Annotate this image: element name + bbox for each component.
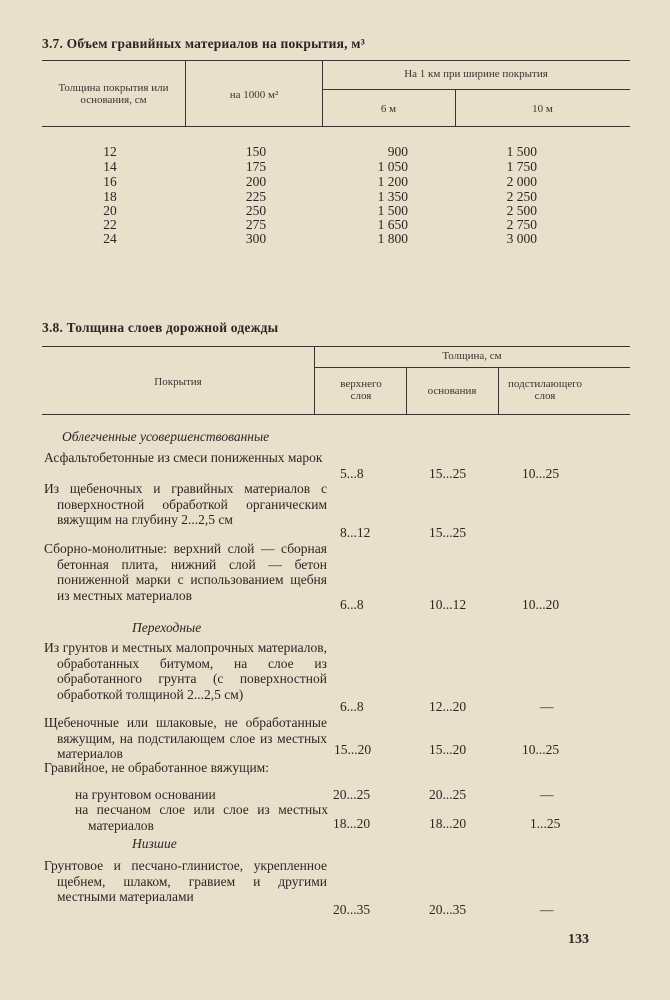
table-37-divider xyxy=(185,60,186,126)
table-38-header-thickness: Толщина, см xyxy=(442,350,502,362)
table-38-category: Переходные xyxy=(132,620,202,635)
table-38-row-text: на грунтовом основании xyxy=(75,787,216,802)
table-38-cell-base: 15...20 xyxy=(429,742,467,757)
table-37-header-6m: 6 м xyxy=(380,103,397,115)
table-38-cell-top: 6...8 xyxy=(340,597,364,612)
table-38-row-text: Из щебеночных и гравийных материалов с поверхностной обработкой органическим вяжущим на глубину 2...2,5 см xyxy=(44,481,327,527)
table-38-cell-base: 12...20 xyxy=(429,699,467,714)
table-37-cell-thickness: 24 xyxy=(103,231,117,246)
table-37-header-10m: 10 м xyxy=(532,103,553,115)
table-38-cell-sub: 10...25 xyxy=(522,466,560,481)
table-38-title: 3.8. Толщина слоев дорожной одежды xyxy=(42,320,279,335)
table-38-cell-sub: 10...25 xyxy=(522,742,560,757)
table-38-row-text: Щебеночные или шлаковые, не обработанные вяжущим, на подстилающем слое из местных материалов xyxy=(44,715,327,761)
table-38-row-text: Сборно-монолитные: верхний слой — сборная бетонная плита, нижний слой — бетон пониженной марки с использованием щебня из местных материалов xyxy=(44,541,327,603)
table-37-cell-thickness: 12 xyxy=(103,144,117,159)
page-number: 133 xyxy=(568,932,589,947)
table-37-cell-thickness: 14 xyxy=(103,159,117,174)
table-37-cell-10m: 2 000 xyxy=(506,174,537,189)
table-37-subheader-rule xyxy=(322,89,630,90)
table-38-cell-sub: — xyxy=(540,902,554,917)
table-38-cell-top: 15...20 xyxy=(334,742,372,757)
table-37-header-thickness: Толщина покрытия или основания, см xyxy=(58,82,169,106)
table-38-cell-base: 15...25 xyxy=(429,466,467,481)
table-37-cell-thickness: 16 xyxy=(103,174,117,189)
table-38-divider xyxy=(314,346,315,414)
table-38-header-coverings: Покрытия xyxy=(154,376,202,388)
table-38-row-text: Грунтовое и песчано-глинистое, укрепленное щебнем, шлаком, гравием и другими местными материалами xyxy=(44,858,327,904)
table-37-divider xyxy=(455,89,456,126)
table-38-header-top: верхнего слоя xyxy=(340,378,382,402)
table-37-cell-per1000: 225 xyxy=(245,189,267,204)
table-38-cell-top: 20...35 xyxy=(333,902,371,917)
table-38-cell-top: 5...8 xyxy=(340,466,364,481)
table-37-cell-per1000: 175 xyxy=(245,159,267,174)
table-38-cell-sub: — xyxy=(540,699,554,714)
table-38-category: Низшие xyxy=(132,836,177,851)
table-37-cell-6m: 1 200 xyxy=(377,174,408,189)
table-37-cell-per1000: 300 xyxy=(245,231,267,246)
table-38-top-rule xyxy=(42,346,630,347)
table-37-header-per-km: На 1 км при ширине покрытия xyxy=(404,68,548,80)
table-38-cell-base: 15...25 xyxy=(429,525,467,540)
table-37-cell-6m: 1 650 xyxy=(377,217,408,232)
table-37-cell-thickness: 20 xyxy=(103,203,117,218)
table-38-cell-top: 6...8 xyxy=(340,699,364,714)
table-37-cell-per1000: 200 xyxy=(245,174,267,189)
table-37-cell-6m: 1 500 xyxy=(377,203,408,218)
table-38-header-rule xyxy=(42,414,630,415)
table-37-cell-per1000: 250 xyxy=(245,203,267,218)
table-38-row-text: Асфальтобетонные из смеси пониженных марок xyxy=(44,450,323,465)
table-37-cell-per1000: 150 xyxy=(245,144,267,159)
table-37-cell-10m: 2 250 xyxy=(506,189,537,204)
table-38-divider xyxy=(406,367,407,414)
table-37-cell-6m: 900 xyxy=(387,144,408,159)
table-37-cell-6m: 1 050 xyxy=(377,159,408,174)
table-38-cell-sub: 10...20 xyxy=(522,597,560,612)
table-37-cell-6m: 1 350 xyxy=(377,189,408,204)
table-37-cell-10m: 2 500 xyxy=(506,203,537,218)
table-37-title: 3.7. Объем гравийных материалов на покрытия, м³ xyxy=(42,36,365,51)
table-37-cell-10m: 3 000 xyxy=(506,231,537,246)
table-38-cell-top: 20...25 xyxy=(333,787,371,802)
table-37-divider xyxy=(322,60,323,126)
table-38-divider xyxy=(498,367,499,414)
table-37-cell-6m: 1 800 xyxy=(377,231,408,246)
table-37-header-rule xyxy=(42,126,630,127)
table-38-category: Облегченные усовершенствованные xyxy=(62,429,270,444)
table-38-cell-base: 20...35 xyxy=(429,902,467,917)
table-38-cell-base: 18...20 xyxy=(429,816,467,831)
table-38-row-text: на песчаном слое или слое из местных материалов xyxy=(75,802,328,833)
table-38-cell-top: 18...20 xyxy=(333,816,371,831)
table-37-cell-10m: 1 500 xyxy=(506,144,537,159)
table-37-cell-per1000: 275 xyxy=(245,217,267,232)
table-37-cell-thickness: 22 xyxy=(103,217,117,232)
table-37-top-rule xyxy=(42,60,630,61)
table-38-row-text: Гравийное, не обработанное вяжущим: xyxy=(44,760,269,775)
table-37-cell-10m: 2 750 xyxy=(506,217,537,232)
table-38-cell-base: 10...12 xyxy=(429,597,467,612)
table-38-row-text: Из грунтов и местных малопрочных материалов, обработанных битумом, на слое из обработанного грунта (с поверхностной обработкой толщиной 2...2,5 см) xyxy=(44,640,327,702)
table-37-header-per1000: на 1000 м² xyxy=(229,89,279,101)
table-38-cell-base: 20...25 xyxy=(429,787,467,802)
table-38-cell-sub: — xyxy=(540,787,554,802)
table-37-cell-10m: 1 750 xyxy=(506,159,537,174)
table-38-header-sub: подстилающего слоя xyxy=(508,378,582,402)
table-37-cell-thickness: 18 xyxy=(103,189,117,204)
table-38-cell-sub: 1...25 xyxy=(530,816,561,831)
table-38-subheader-rule xyxy=(314,367,630,368)
table-38-cell-top: 8...12 xyxy=(340,525,371,540)
table-38-header-base: основания xyxy=(427,385,477,397)
